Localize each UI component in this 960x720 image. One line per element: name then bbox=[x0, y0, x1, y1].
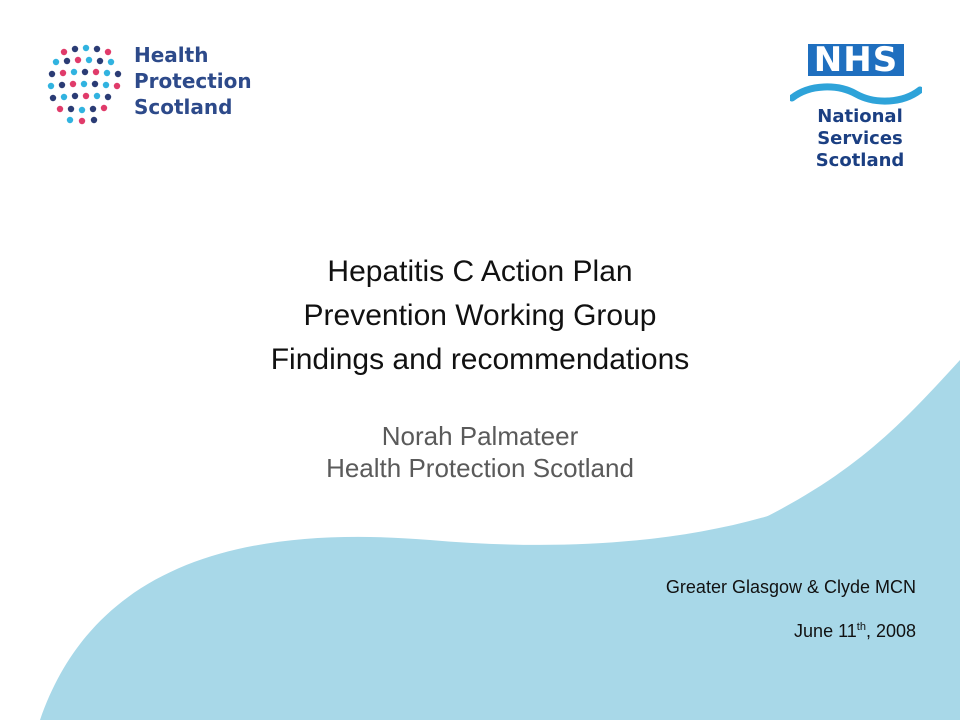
hps-dot-mark-icon bbox=[44, 42, 130, 128]
nhs-line-1: National bbox=[817, 106, 903, 127]
hps-line-2: Protection bbox=[134, 69, 252, 93]
nhs-wordmark: NHS bbox=[808, 44, 904, 76]
title-line-3: Findings and recommendations bbox=[270, 343, 690, 376]
nhs-subtext bbox=[798, 106, 922, 172]
nhs-line-3: Scotland bbox=[815, 150, 905, 171]
nhs-line-2: Services bbox=[817, 128, 903, 149]
title-line-2: Prevention Working Group bbox=[303, 299, 657, 332]
hps-wordmark bbox=[134, 42, 252, 120]
presenter-affiliation: Health Protection Scotland bbox=[326, 453, 634, 483]
nhs-swoosh-icon bbox=[790, 78, 922, 108]
hps-logo bbox=[44, 42, 264, 130]
date-ordinal: th bbox=[856, 621, 866, 633]
hps-line-1: Health bbox=[134, 43, 209, 67]
event-date bbox=[496, 616, 916, 642]
presenter-name: Norah Palmateer bbox=[381, 421, 579, 451]
hps-line-3: Scotland bbox=[134, 95, 233, 119]
date-prefix: June 11 bbox=[794, 621, 857, 641]
title-line-1: Hepatitis C Action Plan bbox=[327, 255, 633, 288]
slide-title bbox=[130, 250, 830, 382]
meta-info bbox=[496, 576, 916, 660]
presenter-info bbox=[130, 420, 830, 484]
event-name: Greater Glasgow & Clyde MCN bbox=[665, 577, 916, 597]
nhs-logo bbox=[790, 40, 922, 180]
date-suffix: , 2008 bbox=[865, 621, 916, 641]
